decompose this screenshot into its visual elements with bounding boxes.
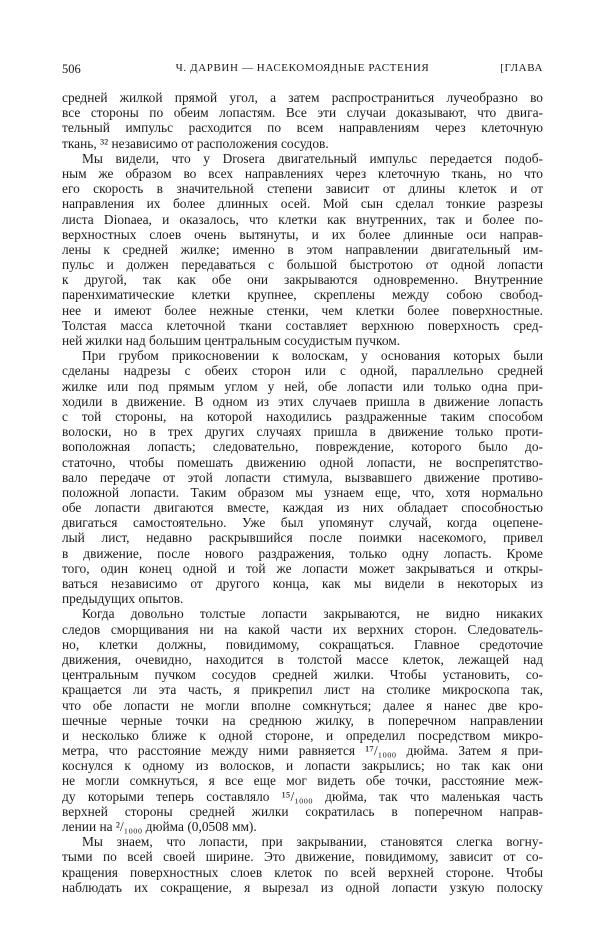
text-line: жилке или под прямым углом у ней, обе лопасти или только одна при- xyxy=(62,378,543,394)
text-line: кращается ли эта часть, я прикрепил лист на столике микроскопа так, xyxy=(62,682,543,698)
text-line: движения, очевидно, находится в толстой массе клеток, лежащей над xyxy=(62,651,543,667)
text-line: ным же образом во всех направлениях через клеточную ткань, но что xyxy=(62,165,543,181)
text-line: ходили в движение. В одном из этих случаев пришла в движение лопасть xyxy=(62,393,543,409)
text-line: Мы знаем, что лопасти, при закрывании, становятся слегка вогну- xyxy=(82,834,543,850)
text-line: обе лопасти двигаются вместе, каждая из них обладает способностью xyxy=(62,500,543,516)
text-line: предыдущих опытов. xyxy=(62,591,184,607)
text-line: двигаться самостоятельно. Уже был упомянут случай, когда оцепене- xyxy=(62,515,543,531)
text-line: следов сморщивания ни на какой части их верхних сторон. Следователь- xyxy=(62,621,543,637)
text-line: ней жилки над большим центральным сосудистым пучком. xyxy=(62,333,401,348)
text-line: метра, что расстояние между ними равняется ¹⁷/₁₀₀₀ дюйма. Затем я при- xyxy=(62,743,543,759)
text-line: наблюдать их сокращение, я вырезал из одной лопасти узкую полоску xyxy=(62,879,543,895)
text-line: паренхиматические клетки крупнее, скреплены между собою свобод- xyxy=(62,287,543,303)
text-line: с той стороны, на которой находились раздраженные таким способом xyxy=(62,408,543,424)
text-line: к другой, так как обе они закрываются одновременно. Внутренние xyxy=(62,272,543,288)
paragraph xyxy=(62,348,543,606)
text-line: положной лопасти. Таким образом мы узнаем еще, что, хотя нормально xyxy=(62,484,543,500)
text-line: Мы видели, что у Drosera двигательный импульс передается подоб- xyxy=(82,150,543,166)
text-line: Когда довольно толстые лопасти закрываются, не видно никаких xyxy=(82,606,543,622)
text-line: ткань, ³² независимо от расположения сосудов. xyxy=(62,135,329,151)
text-line: сделаны надрезы с обеих сторон или с одной, параллельно средней xyxy=(62,363,543,379)
text-line: статочно, чтобы помешать движению одной лопасти, не воспрепятство- xyxy=(62,454,543,470)
paragraph xyxy=(62,606,543,834)
text-line: воположная лопасть; следовательно, повреждение, которого было до- xyxy=(62,439,543,455)
text-line: верхней стороны средней жилки сократилась в поперечном направ- xyxy=(62,803,543,819)
running-header xyxy=(62,62,543,78)
text-line: не могли сомкнуться, я все еще мог видеть обе точки, расстояние меж- xyxy=(62,773,543,789)
text-line: тыми по всей своей ширине. Это движение, повидимому, зависит от со- xyxy=(62,849,543,865)
running-title: Ч. ДАРВИН — НАСЕКОМОЯДНЫЕ РАСТЕНИЯ xyxy=(175,62,430,74)
page-body xyxy=(62,90,543,895)
text-line: что обе лопасти не могли вполне сомкнуться; далее я нанес две кро- xyxy=(62,697,543,713)
text-line: лении на ²/₁₀₀₀ дюйма (0,0508 мм). xyxy=(62,819,257,834)
text-line: шечные черные точки на среднюю жилку, в поперечном направлении xyxy=(62,712,543,728)
text-line: ду которыми теперь составляло ¹⁵/₁₀₀₀ дюйма, так что маленькая часть xyxy=(62,788,543,804)
text-line: Толстая масса клеточной ткани составляет верхнюю поверхность сред- xyxy=(62,317,543,333)
text-line: нее и имеют более нежные стенки, чем клетки более поверхностные. xyxy=(62,302,543,318)
paragraph xyxy=(62,90,543,151)
text-line: верхностных слоев очень вытянуты, и их более длинные оси направ- xyxy=(62,226,543,242)
text-line: все стороны по обеим лопастям. Все эти случаи доказывают, что двига- xyxy=(62,105,543,121)
text-line: ваться независимо от другого конца, как мы видели в некоторых из xyxy=(62,576,543,591)
text-line: того, один конец одной и той же лопасти может закрываться и откры- xyxy=(62,560,543,576)
text-line: тельный импульс расходится по всем направлениям через клеточную xyxy=(62,120,543,136)
text-line: лены к средней жилке; именно в этом направлении двигательный им- xyxy=(62,241,543,257)
paragraph xyxy=(62,151,543,348)
text-line: вало передаче от этой лопасти стимула, вызвавшего движение противо- xyxy=(62,469,543,485)
paragraph xyxy=(62,834,543,895)
page-number: 506 xyxy=(62,62,81,76)
text-line: направления их более длинных осей. Мой сын сделал тонкие разрезы xyxy=(62,196,543,212)
text-line: и несколько ближе к одной стороне, и определил посредством микро- xyxy=(62,727,543,743)
text-line: лый лист, недавно раскрывшийся после поимки насекомого, привел xyxy=(62,530,543,546)
text-line: волоски, но в трех других случаях пришла в движение только проти- xyxy=(62,424,543,440)
text-line: коснулся к одному из волосков, и лопасти закрылись; но так как они xyxy=(62,758,543,774)
text-line: центральным пучком сосудов средней жилки. Чтобы установить, со- xyxy=(62,667,543,683)
text-line: кращения поверхностных слоев клеток по всей верхней стороне. Чтобы xyxy=(62,864,543,880)
text-line: в движение, после нового раздражения, только одну лопасть. Кроме xyxy=(62,545,543,561)
text-line: средней жилкой прямой угол, а затем распространиться лучеобразно во xyxy=(62,90,543,105)
text-line: листа Dionaea, и оказалось, что клетки как внутренних, так и более по- xyxy=(62,211,543,227)
text-line: пульс и должен передаваться с большой быстротою от одной лопасти xyxy=(62,257,543,273)
chapter-marker: [ГЛАВА xyxy=(500,62,543,74)
text-line: его скорость в значительной степени зависит от длины клеток и от xyxy=(62,181,543,197)
text-line: При грубом прикосновении к волоскам, у основания которых были xyxy=(82,348,543,364)
text-line: но, клетки должны, повидимому, сокращаться. Главное средоточие xyxy=(62,636,543,652)
